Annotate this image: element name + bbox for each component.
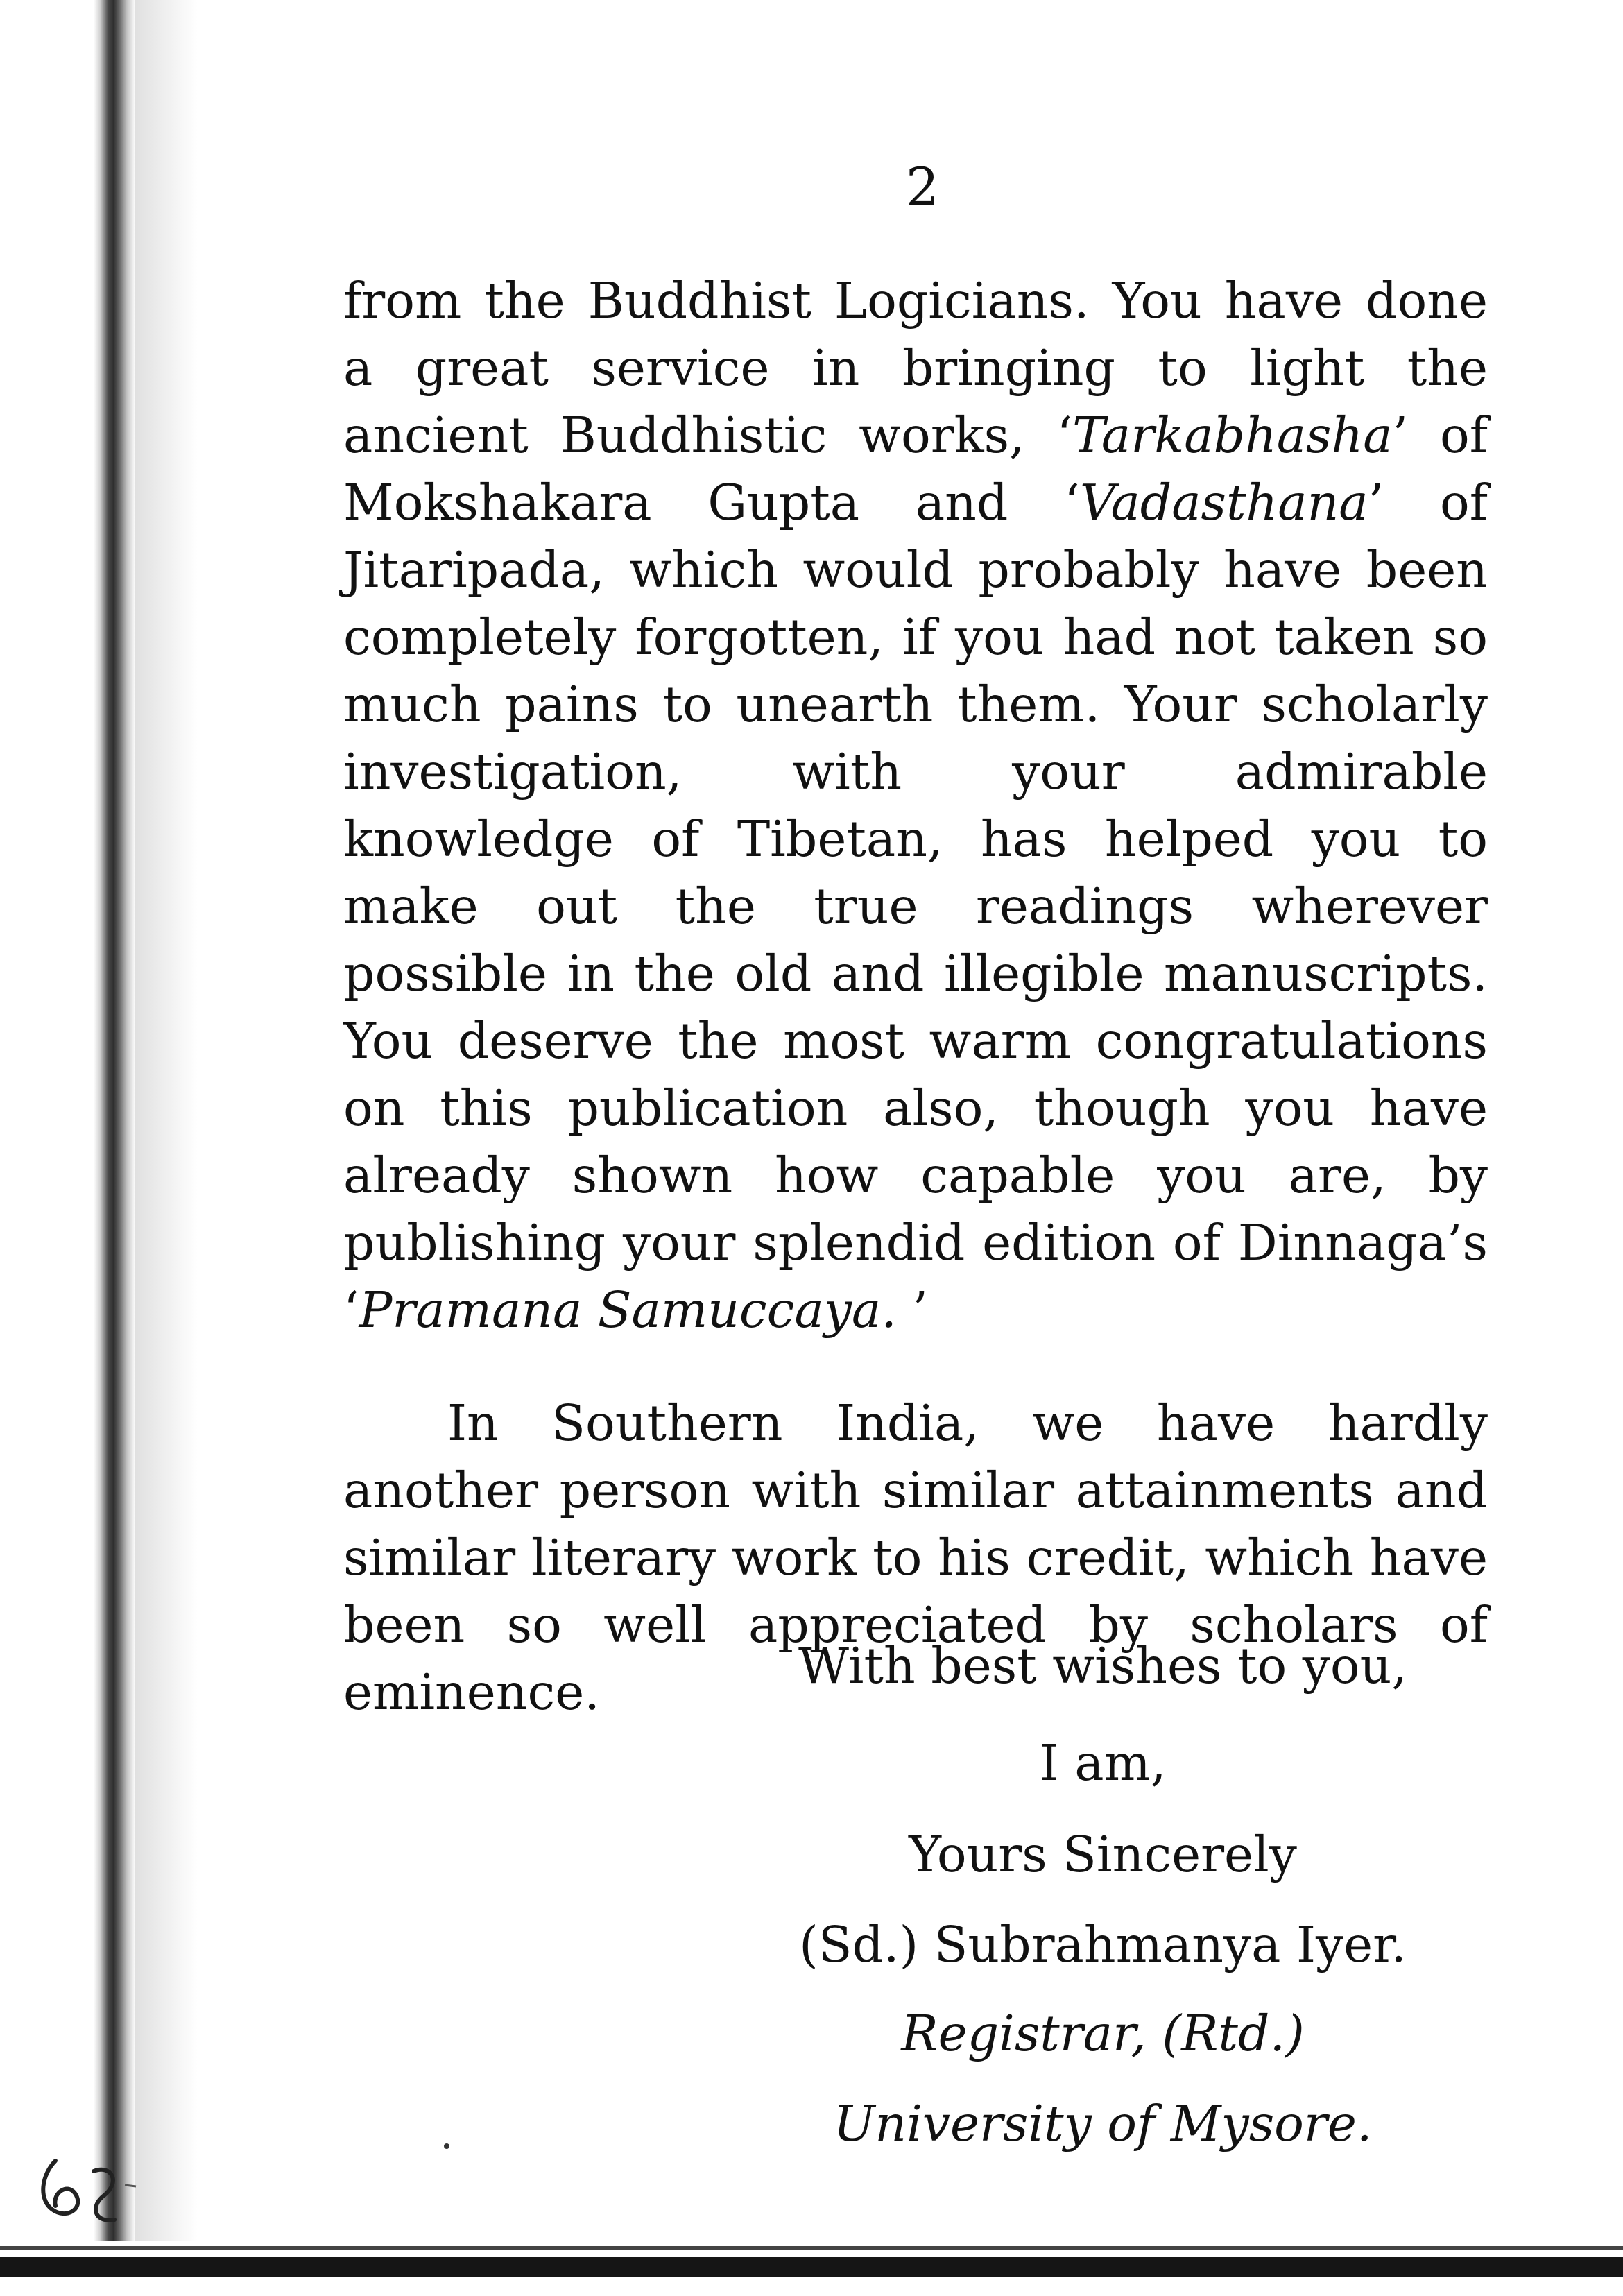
book-title-tarkabhasha: Tarkabhasha <box>1072 406 1393 464</box>
stray-ink-dot <box>444 2143 449 2149</box>
paragraph-1 <box>343 267 1488 1344</box>
book-title-vadasthana: Vadasthana <box>1079 474 1368 531</box>
paragraph-1-part-a: from the Buddhist Logicians. You have done a great service in bringing to light the ancient Buddhistic works, ‘ <box>343 272 1488 464</box>
closing-wishes: With best wishes to you, <box>798 1637 1407 1695</box>
signatory-designation: Registrar, (Rtd.) <box>901 2005 1305 2062</box>
closing-yours-sincerely: Yours Sincerely <box>909 1826 1297 1883</box>
book-title-pramana-samuccaya: Pramana Samuccaya. <box>359 1281 897 1339</box>
binding-edge <box>94 0 135 2241</box>
binding-shadow <box>135 0 198 2241</box>
page-number: 2 <box>905 156 940 218</box>
signatory-institution: University of Mysore. <box>833 2095 1373 2152</box>
closing-i-am: I am, <box>1039 1734 1167 1792</box>
bottom-rule <box>0 2257 1623 2277</box>
signature-line: (Sd.) Subrahmanya Iyer. <box>799 1916 1407 1973</box>
paragraph-1-part-d: ’ <box>896 1281 928 1339</box>
paragraph-1-part-c: ’ of Jitaripada, which would probably have been completely forgotten, if you had not taken so much pains to unearth them. Your scholarly investigation, with your admirable knowledge of Tibetan, has helped you to make out the true readings wherever possible in the old and illegible manuscripts. You deserve the most warm congratulations on this publication also, though you have already shown how capable you are, by publishing your splendid edition of Dinnaga’s ‘ <box>343 474 1488 1339</box>
paragraph-1-part-b: ’ of Mokshakara Gupta and ‘ <box>343 406 1488 531</box>
paragraph-2: In Southern India, we have hardly another person with similar attainments and similar literary work to his credit, which have been so well appreciated by scholars of eminence. <box>343 1394 1488 1721</box>
bottom-rule-thin <box>0 2246 1623 2250</box>
handwritten-page-number <box>28 2143 139 2234</box>
body-text <box>343 267 1488 1726</box>
